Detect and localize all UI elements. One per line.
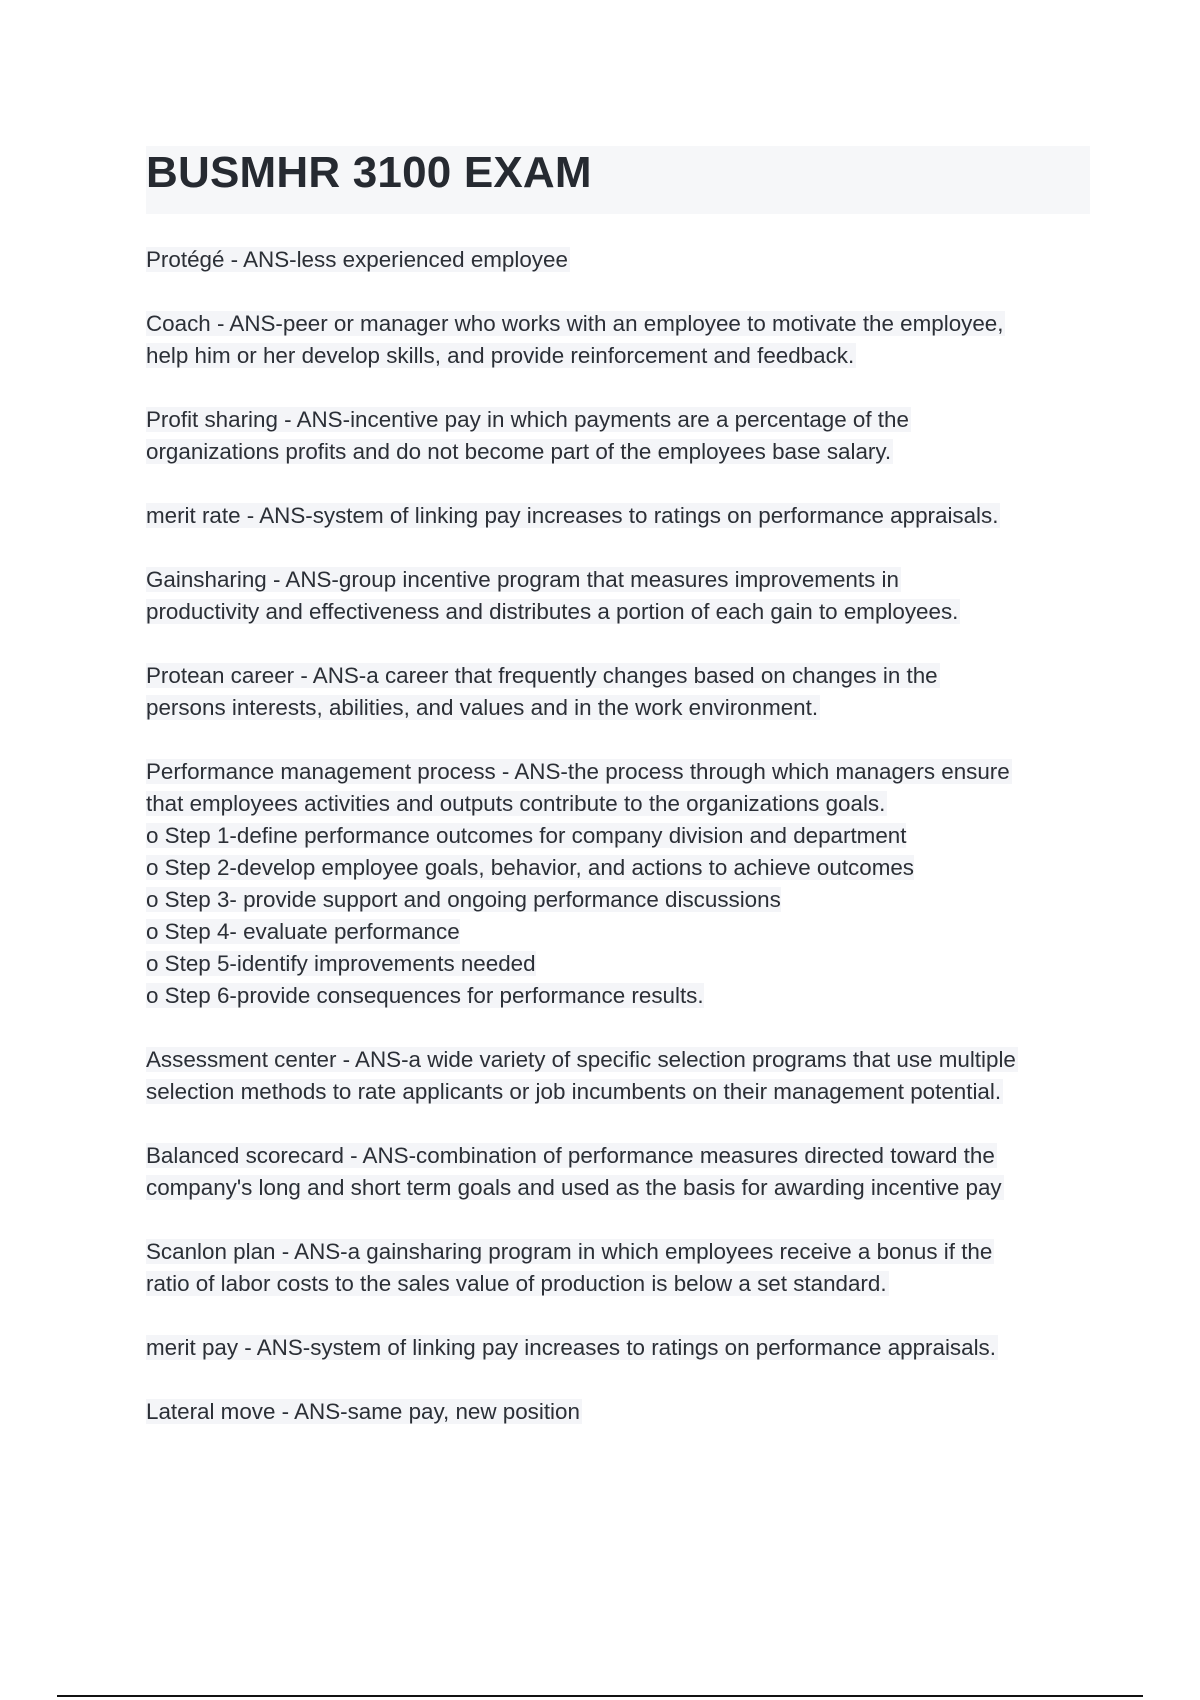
footer-divider: [57, 1695, 1143, 1697]
entry-text: Assessment center - ANS-a wide variety of specific selection programs that use multiple: [146, 1047, 1016, 1072]
entry-text: Gainsharing - ANS-group incentive program that measures improvements in: [146, 567, 899, 592]
entry-protean-career: [146, 660, 1096, 724]
step-item: o Step 5-identify improvements needed: [146, 951, 536, 976]
flashcard-list: [146, 244, 1096, 1460]
entry-text: merit rate - ANS-system of linking pay increases to ratings on performance appraisals.: [146, 503, 999, 528]
entry-text: Scanlon plan - ANS-a gainsharing program in which employees receive a bonus if the: [146, 1239, 993, 1264]
entry-text: Performance management process - ANS-the process through which managers ensure: [146, 759, 1010, 784]
entry-text: that employees activities and outputs contribute to the organizations goals.: [146, 791, 886, 816]
entry-text: ratio of labor costs to the sales value of production is below a set standard.: [146, 1271, 887, 1296]
step-item: o Step 4- evaluate performance: [146, 919, 460, 944]
entry-profit-sharing: [146, 404, 1096, 468]
entry-text: help him or her develop skills, and provide reinforcement and feedback.: [146, 343, 855, 368]
entry-text: Protégé - ANS-less experienced employee: [146, 247, 568, 272]
entry-merit-pay: [146, 1332, 1096, 1364]
document-title: BUSMHR 3100 EXAM: [146, 148, 592, 197]
entry-balanced-scorecard: [146, 1140, 1096, 1204]
entry-merit-rate: [146, 500, 1096, 532]
entry-text: selection methods to rate applicants or job incumbents on their management potential.: [146, 1079, 1002, 1104]
step-item: o Step 2-develop employee goals, behavior, and actions to achieve outcomes: [146, 855, 914, 880]
entry-text: Coach - ANS-peer or manager who works with an employee to motivate the employee,: [146, 311, 1004, 336]
entry-scanlon-plan: [146, 1236, 1096, 1300]
entry-text: organizations profits and do not become part of the employees base salary.: [146, 439, 892, 464]
entry-coach: [146, 308, 1096, 372]
entry-gainsharing: [146, 564, 1096, 628]
entry-assessment-center: [146, 1044, 1096, 1108]
entry-protege: [146, 244, 1096, 276]
entry-text: Lateral move - ANS-same pay, new position: [146, 1399, 580, 1424]
entry-text: productivity and effectiveness and distributes a portion of each gain to employees.: [146, 599, 959, 624]
entry-text: persons interests, abilities, and values and in the work environment.: [146, 695, 819, 720]
entry-text: company's long and short term goals and used as the basis for awarding incentive pay: [146, 1175, 1002, 1200]
entry-text: Balanced scorecard - ANS-combination of performance measures directed toward the: [146, 1143, 995, 1168]
step-item: o Step 6-provide consequences for performance results.: [146, 983, 704, 1008]
entry-lateral-move: [146, 1396, 1096, 1428]
entry-performance-management-process: [146, 756, 1096, 1012]
entry-text: Profit sharing - ANS-incentive pay in which payments are a percentage of the: [146, 407, 909, 432]
entry-text: merit pay - ANS-system of linking pay increases to ratings on performance appraisals.: [146, 1335, 996, 1360]
entry-text: Protean career - ANS-a career that frequently changes based on changes in the: [146, 663, 938, 688]
step-item: o Step 3- provide support and ongoing performance discussions: [146, 887, 781, 912]
step-item: o Step 1-define performance outcomes for company division and department: [146, 823, 907, 848]
